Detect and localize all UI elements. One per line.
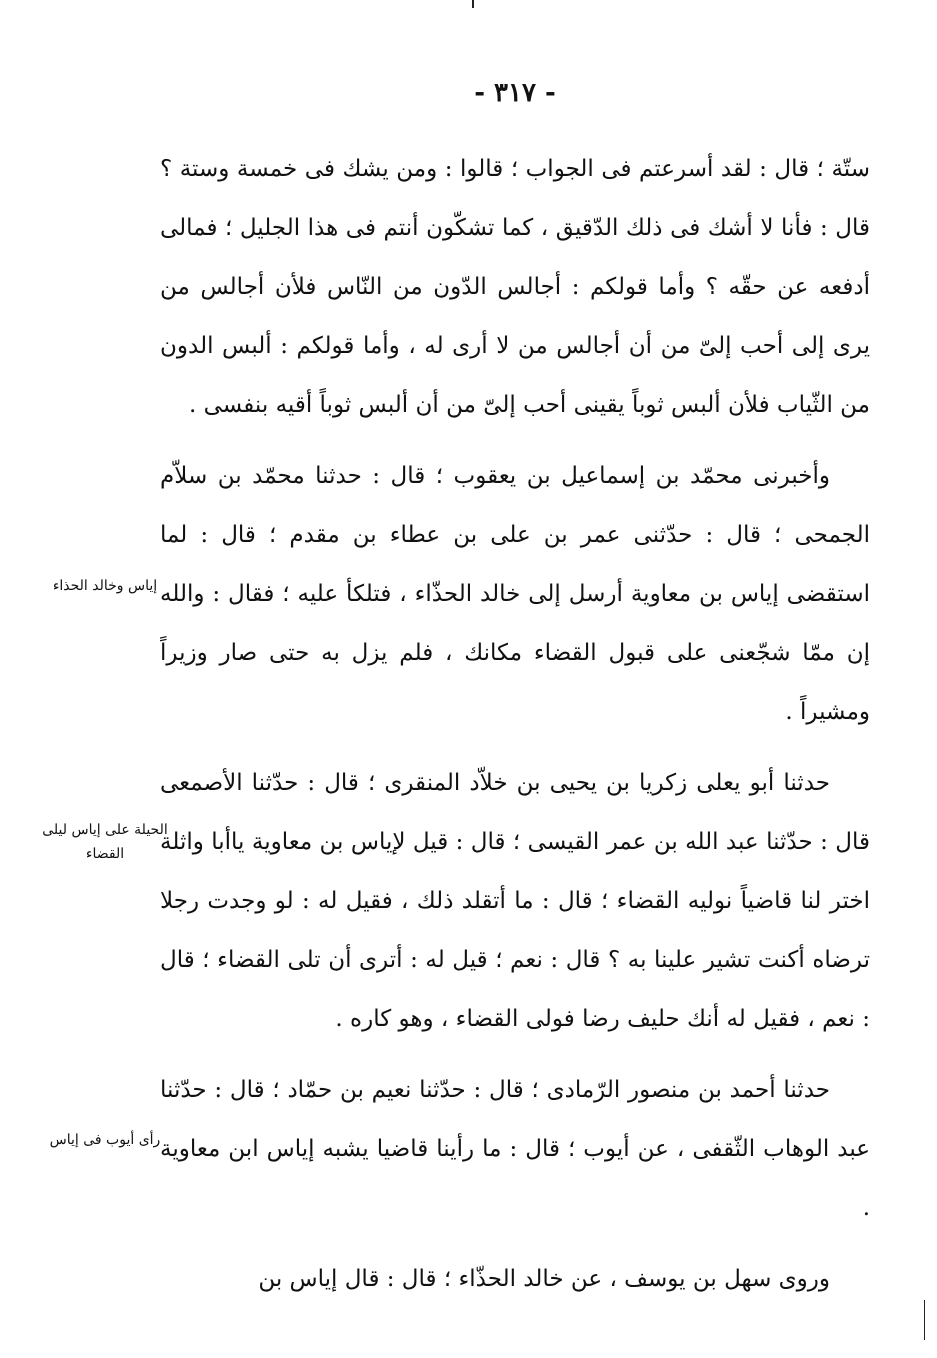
paragraph-5: وروى سهل بن يوسف ، عن خالد الحذّاء ؛ قال : قال إياس بن — [258, 1266, 830, 1292]
margin-note-2: الحيلة على إياس ليلى القضاء — [42, 822, 168, 862]
paragraph-4: حدثنا أحمد بن منصور الرّمادى ؛ قال : حدّثنا نعيم بن حمّاد ؛ قال : حدّثنا عبد الوهاب الثّقفى ، عن أيوب ؛ قال : ما رأينا قاضيا يشبه إياس ابن معاوية . — [160, 1077, 870, 1221]
scan-artifact-top — [472, 0, 474, 8]
margin-note-3: رأى أيوب فى إياس — [49, 1132, 161, 1148]
paragraph-1: ستّة ؛ قال : لقد أسرعتم فى الجواب ؛ قالوا : ومن يشك فى خمسة وستة ؟ قال : فأنا لا أشك فى ذلك الدّقيق ، كما تشكّون أنتم فى هذا الجليل ؛ فمالى أدفعه عن حقّه ؟ وأما قولكم : أجالس الدّون من النّاس فلأن أجالس من يرى إلى أحب إلىّ من أن أجالس من لا أرى له ، وأما قولكم : ألبس الدون من الثّياب فلأن ألبس ثوباً يقينى أحب إلىّ من أن ألبس ثوباً أقيه بنفسى . — [160, 156, 870, 418]
margin-note-1: إياس وخالد الحذاء — [52, 578, 158, 594]
paragraph-3: حدثنا أبو يعلى زكريا بن يحيى بن خلاّد المنقرى ؛ قال : حدّثنا الأصمعى قال : حدّثنا عبد الله بن عمر القيسى ؛ قال : قيل لإياس بن معاوية ياأبا واثلة اختر لنا قاضياً نوليه القضاء ؛ قال : ما أتقلد ذلك ، فقيل له : لو وجدت رجلا ترضاه أكنت تشير علينا به ؟ قال : نعم ؛ قيل له : أترى أن تلى القضاء ؛ قال : نعم ، فقيل له أنك حليف رضا فولى القضاء ، وهو كاره . — [160, 770, 870, 1032]
main-text-block — [160, 140, 870, 1309]
scan-artifact-edge — [924, 1300, 925, 1340]
page-number: - ٣١٧ - — [474, 78, 556, 108]
paragraph-2: وأخبرنى محمّد بن إسماعيل بن يعقوب ؛ قال : حدثنا محمّد بن سلاّم الجمحى ؛ قال : حدّثنى عمر بن على بن عطاء بن مقدم ؛ قال : لما استقضى إياس بن معاوية أرسل إلى خالد الحذّاء ، فتلكأ عليه ؛ فقال : والله إن ممّا شجّعنى على قبول القضاء مكانك ، فلم يزل به حتى صار وزيراً ومشيراً . — [160, 463, 870, 725]
